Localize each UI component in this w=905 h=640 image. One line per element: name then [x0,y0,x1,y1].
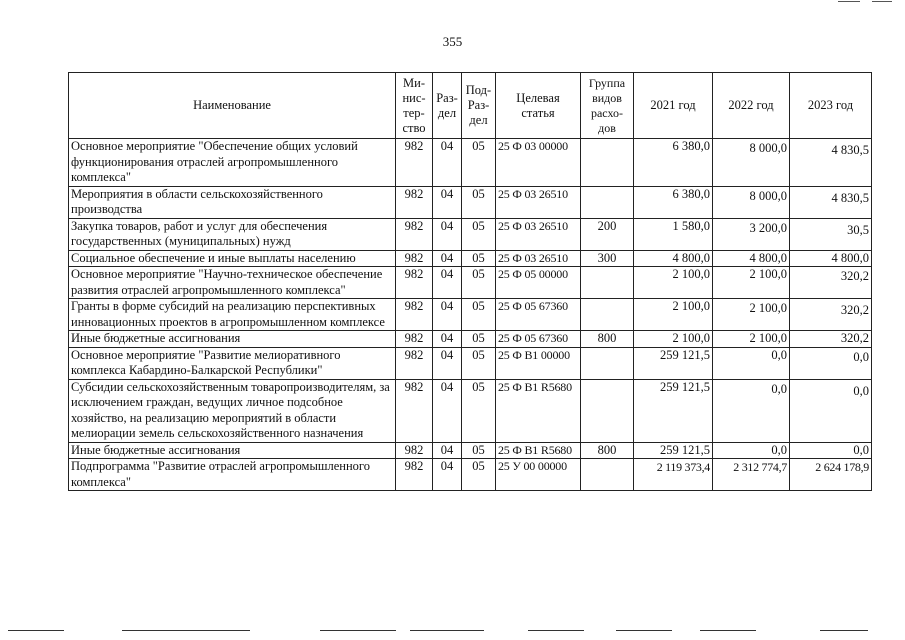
row-2023: 0,0 [790,347,872,379]
row-name: Основное мероприятие "Обеспечение общих условий функционирования отраслей агропромышленного комплекса" [69,139,396,187]
row-2021: 259 121,5 [634,442,713,459]
row-2023: 320,2 [790,267,872,299]
row-2021: 2 100,0 [634,267,713,299]
row-expense [581,347,634,379]
row-section: 04 [433,299,462,331]
row-section: 04 [433,139,462,187]
row-2023: 0,0 [790,379,872,442]
header-name-label: Наименование [193,98,271,112]
header-section-label: Раз- дел [436,90,458,120]
row-name: Субсидии сельскохозяйственным товаропроизводителям, за исключением граждан, ведущих личное подсобное хозяйство, на реализацию мероприятий в области мелиорации земель сельскохозяйственного назначения [69,379,396,442]
row-target: 25 Ф 05 67360 [496,331,581,348]
row-2021: 4 800,0 [634,250,713,267]
row-2022: 2 100,0 [713,331,790,348]
row-section: 04 [433,186,462,218]
row-expense: 800 [581,442,634,459]
row-name: Гранты в форме субсидий на реализацию перспективных инновационных проектов в агропромышленном комплексе [69,299,396,331]
row-subsection: 05 [462,218,496,250]
row-2021: 2 100,0 [634,299,713,331]
row-2021: 6 380,0 [634,139,713,187]
row-2021: 2 119 373,4 [634,459,713,491]
row-expense [581,186,634,218]
table-row [69,186,872,218]
row-expense [581,379,634,442]
header-2023 [790,73,872,139]
row-subsection: 05 [462,186,496,218]
row-2022: 4 800,0 [713,250,790,267]
row-2022: 2 312 774,7 [713,459,790,491]
row-ministry: 982 [396,459,433,491]
row-2022: 2 100,0 [713,267,790,299]
scan-footer-lines [0,630,905,634]
row-target: 25 Ф 03 26510 [496,186,581,218]
row-target: 25 Ф В1 R5680 [496,442,581,459]
row-subsection: 05 [462,250,496,267]
row-subsection: 05 [462,299,496,331]
row-subsection: 05 [462,442,496,459]
row-expense: 300 [581,250,634,267]
header-target [496,73,581,139]
row-subsection: 05 [462,459,496,491]
row-2023: 4 830,5 [790,139,872,187]
row-ministry: 982 [396,186,433,218]
row-ministry: 982 [396,139,433,187]
table-header-row [69,73,872,139]
row-target: 25 Ф 03 26510 [496,250,581,267]
row-name: Закупка товаров, работ и услуг для обеспечения государственных (муниципальных) нужд [69,218,396,250]
row-section: 04 [433,379,462,442]
table-row [69,139,872,187]
table-row [69,442,872,459]
row-subsection: 05 [462,331,496,348]
row-expense [581,299,634,331]
header-target-label: Целевая статья [516,90,560,120]
row-2022: 8 000,0 [713,186,790,218]
row-ministry: 982 [396,347,433,379]
row-expense: 200 [581,218,634,250]
row-2023: 4 800,0 [790,250,872,267]
header-subsection [462,73,496,139]
row-ministry: 982 [396,250,433,267]
row-2023: 320,2 [790,299,872,331]
row-name: Иные бюджетные ассигнования [69,331,396,348]
header-expense [581,73,634,139]
row-name: Иные бюджетные ассигнования [69,442,396,459]
table-row [69,267,872,299]
row-2023: 4 830,5 [790,186,872,218]
row-name: Подпрограмма "Развитие отраслей агропромышленного комплекса" [69,459,396,491]
row-ministry: 982 [396,218,433,250]
row-subsection: 05 [462,139,496,187]
row-2022: 2 100,0 [713,299,790,331]
row-2023: 0,0 [790,442,872,459]
row-target: 25 Ф В1 00000 [496,347,581,379]
row-2022: 0,0 [713,379,790,442]
row-name: Основное мероприятие "Научно-техническое обеспечение развития отраслей агропромышленного комплекса" [69,267,396,299]
row-section: 04 [433,331,462,348]
page-number: 355 [442,34,463,49]
row-section: 04 [433,347,462,379]
row-2021: 1 580,0 [634,218,713,250]
row-2022: 0,0 [713,442,790,459]
row-2021: 259 121,5 [634,347,713,379]
header-section [433,73,462,139]
header-2021 [634,73,713,139]
row-name: Социальное обеспечение и иные выплаты населению [69,250,396,267]
header-expense-label: Группа видов расхо- дов [588,75,626,135]
row-2022: 0,0 [713,347,790,379]
header-2021-label: 2021 год [650,98,696,112]
row-expense [581,267,634,299]
table-row [69,459,872,491]
row-ministry: 982 [396,331,433,348]
row-2023: 2 624 178,9 [790,459,872,491]
row-target: 25 Ф 03 00000 [496,139,581,187]
row-target: 25 У 00 00000 [496,459,581,491]
row-2023: 30,5 [790,218,872,250]
row-section: 04 [433,442,462,459]
table-row [69,250,872,267]
row-ministry: 982 [396,442,433,459]
table-row [69,379,872,442]
table-row [69,299,872,331]
row-target: 25 Ф 05 00000 [496,267,581,299]
row-2021: 6 380,0 [634,186,713,218]
row-name: Основное мероприятие "Развитие мелиоративного комплекса Кабардино-Балкарской Республики" [69,347,396,379]
row-section: 04 [433,250,462,267]
row-target: 25 Ф В1 R5680 [496,379,581,442]
header-2022-label: 2022 год [728,98,774,112]
row-name: Мероприятия в области сельскохозяйственного производства [69,186,396,218]
row-2023: 320,2 [790,331,872,348]
header-subsection-label: Под- Раз- дел [465,83,492,127]
table-row [69,347,872,379]
row-target: 25 Ф 05 67360 [496,299,581,331]
row-expense [581,459,634,491]
header-name [69,73,396,139]
row-subsection: 05 [462,267,496,299]
row-expense: 800 [581,331,634,348]
row-subsection: 05 [462,379,496,442]
row-section: 04 [433,459,462,491]
row-2021: 2 100,0 [634,331,713,348]
row-expense [581,139,634,187]
row-target: 25 Ф 03 26510 [496,218,581,250]
row-subsection: 05 [462,347,496,379]
row-section: 04 [433,267,462,299]
row-ministry: 982 [396,299,433,331]
header-ministry-label: Ми- нис- тер- ство [402,75,426,135]
header-2022 [713,73,790,139]
table-row [69,331,872,348]
row-2022: 3 200,0 [713,218,790,250]
header-ministry [396,73,433,139]
table-row [69,218,872,250]
row-ministry: 982 [396,267,433,299]
row-2021: 259 121,5 [634,379,713,442]
header-2023-label: 2023 год [807,98,854,112]
row-ministry: 982 [396,379,433,442]
row-section: 04 [433,218,462,250]
row-2022: 8 000,0 [713,139,790,187]
budget-table [68,72,872,491]
